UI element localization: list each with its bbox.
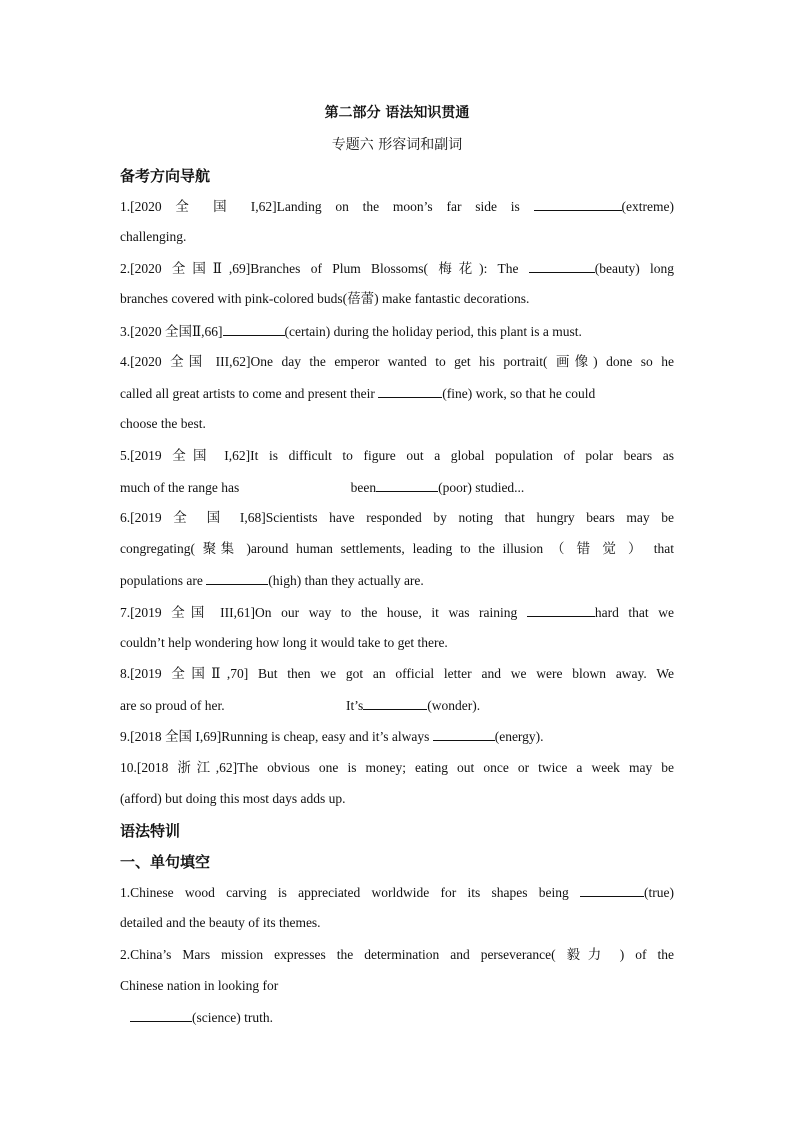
question-4-text: called all great artists to come and present their	[120, 386, 375, 401]
answer-blank[interactable]	[529, 259, 595, 273]
question-8-text-2: It’s	[345, 698, 364, 713]
question-1-cont: challenging.	[120, 229, 187, 244]
answer-blank[interactable]	[223, 322, 285, 336]
question-1-hint: (extreme)	[621, 199, 674, 214]
question-6-hint: (high) than they actually are.	[268, 573, 424, 588]
question-4: 4.[2020 全国 III,62]One day the emperor wanted to get his portrait( 画像) done so he	[120, 354, 674, 369]
answer-blank[interactable]	[527, 603, 595, 617]
question-3	[120, 322, 674, 341]
answer-blank[interactable]	[376, 478, 438, 492]
question-2-cont: branches covered with pink-colored buds(蓓蕾) make fantastic decorations.	[120, 291, 530, 306]
section-heading-drill: 语法特训	[120, 822, 181, 840]
exercise-2-end	[130, 1008, 684, 1027]
exercise-1-hint: (true)	[644, 885, 674, 900]
question-5-hint: (poor) studied...	[438, 480, 525, 495]
answer-blank[interactable]	[378, 384, 442, 398]
exercise-1	[120, 883, 674, 902]
question-10-cont: (afford) but doing this most days adds up.	[120, 791, 346, 806]
exercise-1-text: 1.Chinese wood carving is appreciated worldwide for its shapes being	[120, 885, 569, 900]
question-4-cont	[120, 384, 674, 403]
question-5: 5.[2019 全国 I,62]It is difficult to figure out a global population of polar bears as	[120, 448, 674, 463]
question-5-text: much of the range has	[120, 480, 240, 495]
question-7-text: 7.[2019 全国 III,61]On our way to the house, it was raining	[120, 605, 518, 620]
question-9-text: 9.[2018 全国 I,69]Running is cheap, easy and it’s always	[120, 729, 430, 744]
question-9-hint: (energy).	[494, 729, 544, 744]
question-2-text: 2.[2020 全国Ⅱ,69]Branches of Plum Blossoms( 梅花): The	[120, 261, 519, 276]
question-2	[120, 259, 674, 278]
question-2-hint: (beauty) long	[594, 261, 675, 276]
question-5-cont	[120, 478, 674, 497]
answer-blank[interactable]	[580, 883, 644, 897]
question-4-hint: (fine) work, so that he could	[442, 386, 596, 401]
topic-title: 专题六 形容词和副词	[331, 137, 463, 153]
question-8-text: are so proud of her.	[120, 698, 225, 713]
question-7-cont: couldn’t help wondering how long it would take to get there.	[120, 635, 448, 650]
part-title: 第二部分 语法知识贯通	[324, 105, 470, 121]
answer-blank[interactable]	[130, 1008, 192, 1022]
question-8: 8.[2019 全国Ⅱ,70] But then we got an official letter and we were blown away. We	[120, 666, 674, 681]
question-3-source: 3.[2020 全国Ⅱ,66]	[120, 324, 223, 339]
question-6-text: populations are	[120, 573, 203, 588]
question-4-end: choose the best.	[120, 416, 206, 431]
exercise-2-hint: (science) truth.	[192, 1010, 273, 1025]
question-7	[120, 603, 674, 622]
question-3-text: (certain) during the holiday period, this plant is a must.	[284, 324, 582, 339]
question-8-cont	[120, 696, 674, 715]
question-9	[120, 727, 674, 746]
question-1-text: 1.[2020 全 国 I,62]Landing on the moon’s far side is	[120, 199, 520, 214]
answer-blank[interactable]	[363, 696, 427, 710]
question-1	[120, 197, 674, 216]
question-7-text-2: hard that we	[594, 605, 674, 620]
exercise-1-cont: detailed and the beauty of its themes.	[120, 915, 321, 930]
question-8-hint: (wonder).	[427, 698, 481, 713]
section-heading-guide: 备考方向导航	[120, 167, 211, 185]
exercise-2-cont: Chinese nation in looking for	[120, 978, 279, 993]
answer-blank[interactable]	[433, 727, 495, 741]
question-6-cont: congregating( 聚集 )around human settlements, leading to the illusion （ 错 觉 ） that	[120, 541, 674, 556]
answer-blank[interactable]	[206, 571, 268, 585]
section-heading-sub1: 一、单句填空	[120, 853, 211, 871]
question-6-end	[120, 571, 674, 590]
question-5-text-2: been	[350, 480, 377, 495]
exercise-2: 2.China’s Mars mission expresses the determination and perseverance( 毅力 ) of the	[120, 947, 674, 962]
question-10: 10.[2018 浙江,62]The obvious one is money; eating out once or twice a week may be	[120, 760, 674, 775]
answer-blank[interactable]	[534, 197, 622, 211]
question-6: 6.[2019 全 国 I,68]Scientists have responded by noting that hungry bears may be	[120, 510, 674, 525]
